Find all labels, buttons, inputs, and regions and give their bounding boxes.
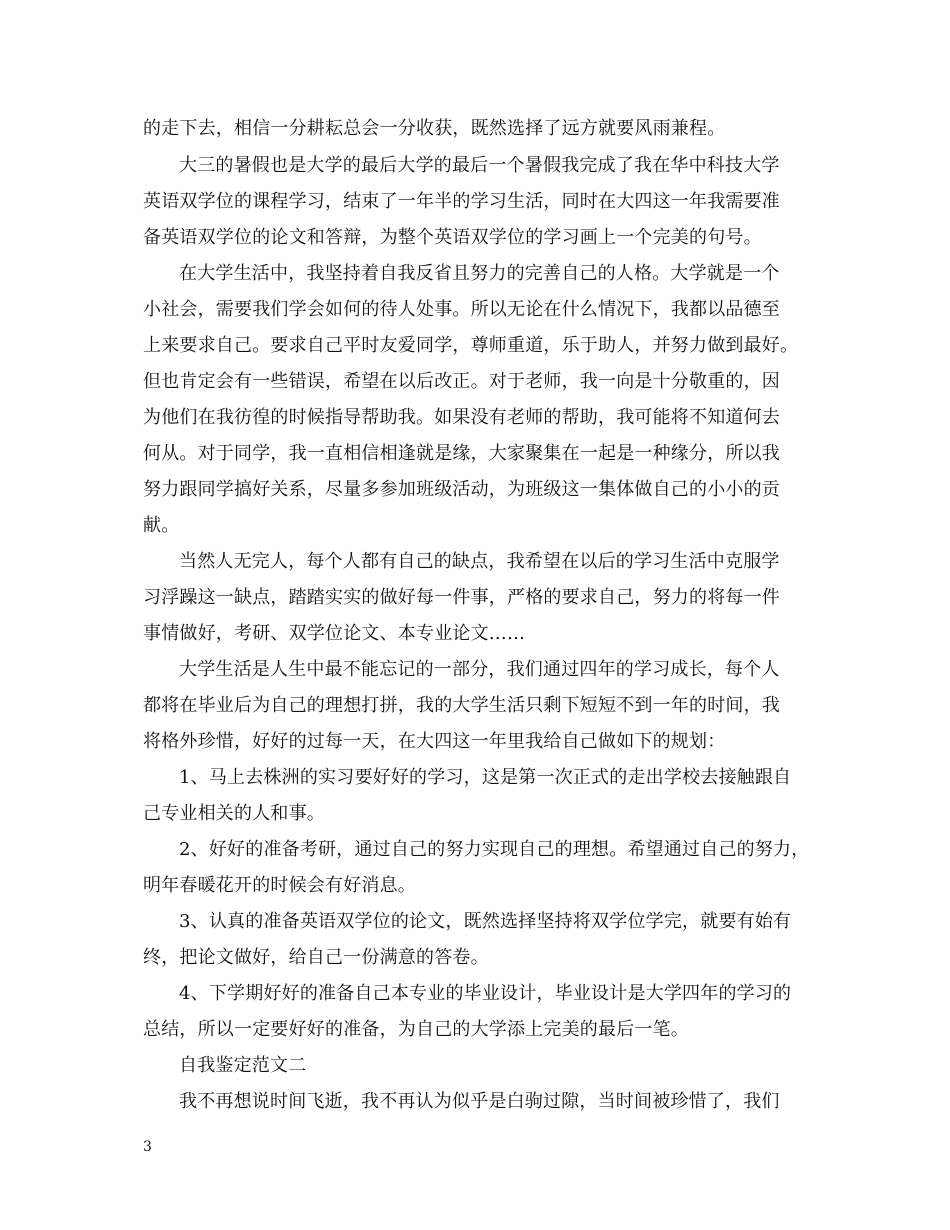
text-line: 何从。对于同学，我一直相信相逢就是缘，大家聚集在一起是一种缘分，所以我 — [143, 443, 780, 464]
text-line: 努力跟同学搞好关系，尽量多参加班级活动，为班级这一集体做自己的小小的贡 — [143, 479, 780, 500]
page-number: 3 — [143, 1139, 152, 1155]
text-line: 终，把论文做好，给自己一份满意的答卷。 — [143, 947, 489, 968]
text-line: 都将在毕业后为自己的理想打拼，我的大学生活只剩下短短不到一年的时间，我 — [143, 695, 780, 716]
text-line: 4、下学期好好的准备自己本专业的毕业设计，毕业设计是大学四年的学习的 — [179, 983, 792, 1004]
text-line: 在大学生活中，我坚持着自我反省且努力的完善自己的人格。大学就是一个 — [179, 263, 780, 284]
text-line: 事情做好，考研、双学位论文、本专业论文…… — [143, 623, 526, 644]
section-heading: 自我鉴定范文二 — [179, 1055, 307, 1076]
text-line: 小社会，需要我们学会如何的待人处事。所以无论在什么情况下，我都以品德至 — [143, 299, 780, 320]
text-line: 总结，所以一定要好好的准备，为自己的大学添上完美的最后一笔。 — [143, 1019, 689, 1040]
text-line: 明年春暖花开的时候会有好消息。 — [143, 875, 416, 896]
text-line: 英语双学位的课程学习，结束了一年半的学习生活，同时在大四这一年我需要准 — [143, 191, 780, 212]
text-line: 习浮躁这一缺点，踏踏实实的做好每一件事，严格的要求自己，努力的将每一件 — [143, 587, 780, 608]
text-line: 备英语双学位的论文和答辩，为整个英语双学位的学习画上一个完美的句号。 — [143, 227, 762, 248]
text-line: 大学生活是人生中最不能忘记的一部分，我们通过四年的学习成长，每个人 — [179, 659, 780, 680]
text-line: 上来要求自己。要求自己平时友爱同学，尊师重道，乐于助人，并努力做到最好。 — [143, 335, 799, 356]
text-line: 当然人无完人，每个人都有自己的缺点，我希望在以后的学习生活中克服学 — [179, 551, 780, 572]
text-line: 将格外珍惜，好好的过每一天，在大四这一年里我给自己做如下的规划： — [143, 731, 726, 752]
text-line: 我不再想说时间飞逝，我不再认为似乎是白驹过隙，当时间被珍惜了，我们 — [179, 1091, 780, 1112]
text-line: 但也肯定会有一些错误，希望在以后改正。对于老师，我一向是十分敬重的，因 — [143, 371, 780, 392]
text-line: 己专业相关的人和事。 — [143, 803, 325, 824]
text-line: 为他们在我彷徨的时候指导帮助我。如果没有老师的帮助，我可能将不知道何去 — [143, 407, 780, 428]
text-line: 1、马上去株洲的实习要好好的学习，这是第一次正式的走出学校去接触跟自 — [179, 767, 792, 788]
text-line: 献。 — [143, 515, 180, 536]
text-line: 2、好好的准备考研，通过自己的努力实现自己的理想。希望通过自己的努力， — [179, 839, 810, 860]
text-line: 大三的暑假也是大学的最后大学的最后一个暑假我完成了我在华中科技大学 — [179, 155, 780, 176]
text-line: 3、认真的准备英语双学位的论文，既然选择坚持将双学位学完，就要有始有 — [179, 911, 792, 932]
text-line: 的走下去，相信一分耕耘总会一分收获，既然选择了远方就要风雨兼程。 — [143, 118, 726, 139]
